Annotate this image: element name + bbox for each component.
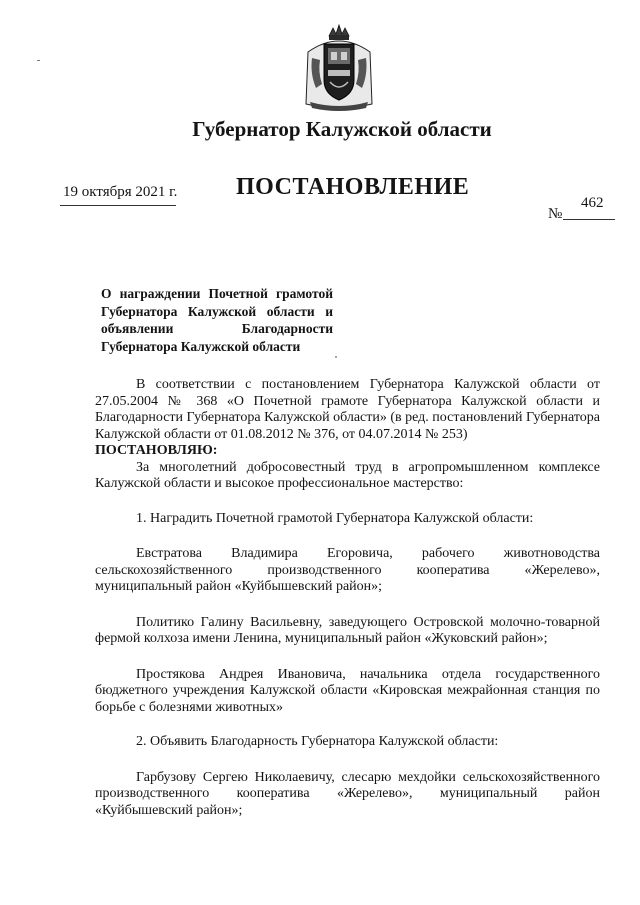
scan-speck [335, 356, 337, 358]
date-underline [60, 205, 176, 206]
number-label: № [548, 206, 563, 222]
thanked-1: Гарбузову Сергею Николаевичу, слесарю мехдойки сельскохозяйственного производственного кооператива «Жерелево», муниципальный район «Куйбышевский район»; [95, 769, 600, 818]
issuing-authority: Губернатор Калужской области [192, 117, 492, 141]
number-underline [563, 219, 615, 220]
intro-paragraph: В соответствии с постановлением Губернатора Калужской области от 27.05.2004 № 368 «О Почетной грамоте Губернатора Калужской области и Благодарности Губернатора Калужской области» (в ред. постановлений Губернатора Калужской области от 01.08.2012 № 376, от 04.07.2014 № 253) [95, 377, 600, 442]
awardee-3: Простякова Андрея Ивановича, начальника отдела государственного бюджетного учреждения Калужской области «Кировская межрайонная станция по борьбе с болезнями животных» [95, 666, 600, 715]
document-number: 462 [581, 195, 604, 211]
reason-paragraph: За многолетний добросовестный труд в агропромышленном комплексе Калужской области и высокое профессиональное мастерство: [95, 459, 600, 491]
scan-speck [37, 60, 40, 61]
coat-of-arms-icon [302, 22, 376, 112]
document-type-title: ПОСТАНОВЛЕНИЕ [236, 174, 470, 200]
awardee-2: Политико Галину Васильевну, заведующего Островской молочно-товарной фермой колхоза имени Ленина, муниципальный район «Жуковский район»; [95, 614, 600, 646]
document-subject: О награждении Почетной грамотой Губернатора Калужской области и объявлении Благодарности Губернатора Калужской области [101, 286, 333, 354]
awardee-1: Евстратова Владимира Егоровича, рабочего животноводства сельскохозяйственного производственного кооператива «Жерелево», муниципальный район «Куйбышевский район»; [95, 546, 600, 594]
item-1-heading: 1. Наградить Почетной грамотой Губернатора Калужской области: [136, 510, 534, 526]
document-body [95, 377, 600, 819]
document-date: 19 октября 2021 г. [63, 184, 178, 200]
item-2-heading: 2. Объявить Благодарность Губернатора Калужской области: [136, 734, 499, 749]
resolve-heading: ПОСТАНОВЛЯЮ: [95, 443, 218, 458]
